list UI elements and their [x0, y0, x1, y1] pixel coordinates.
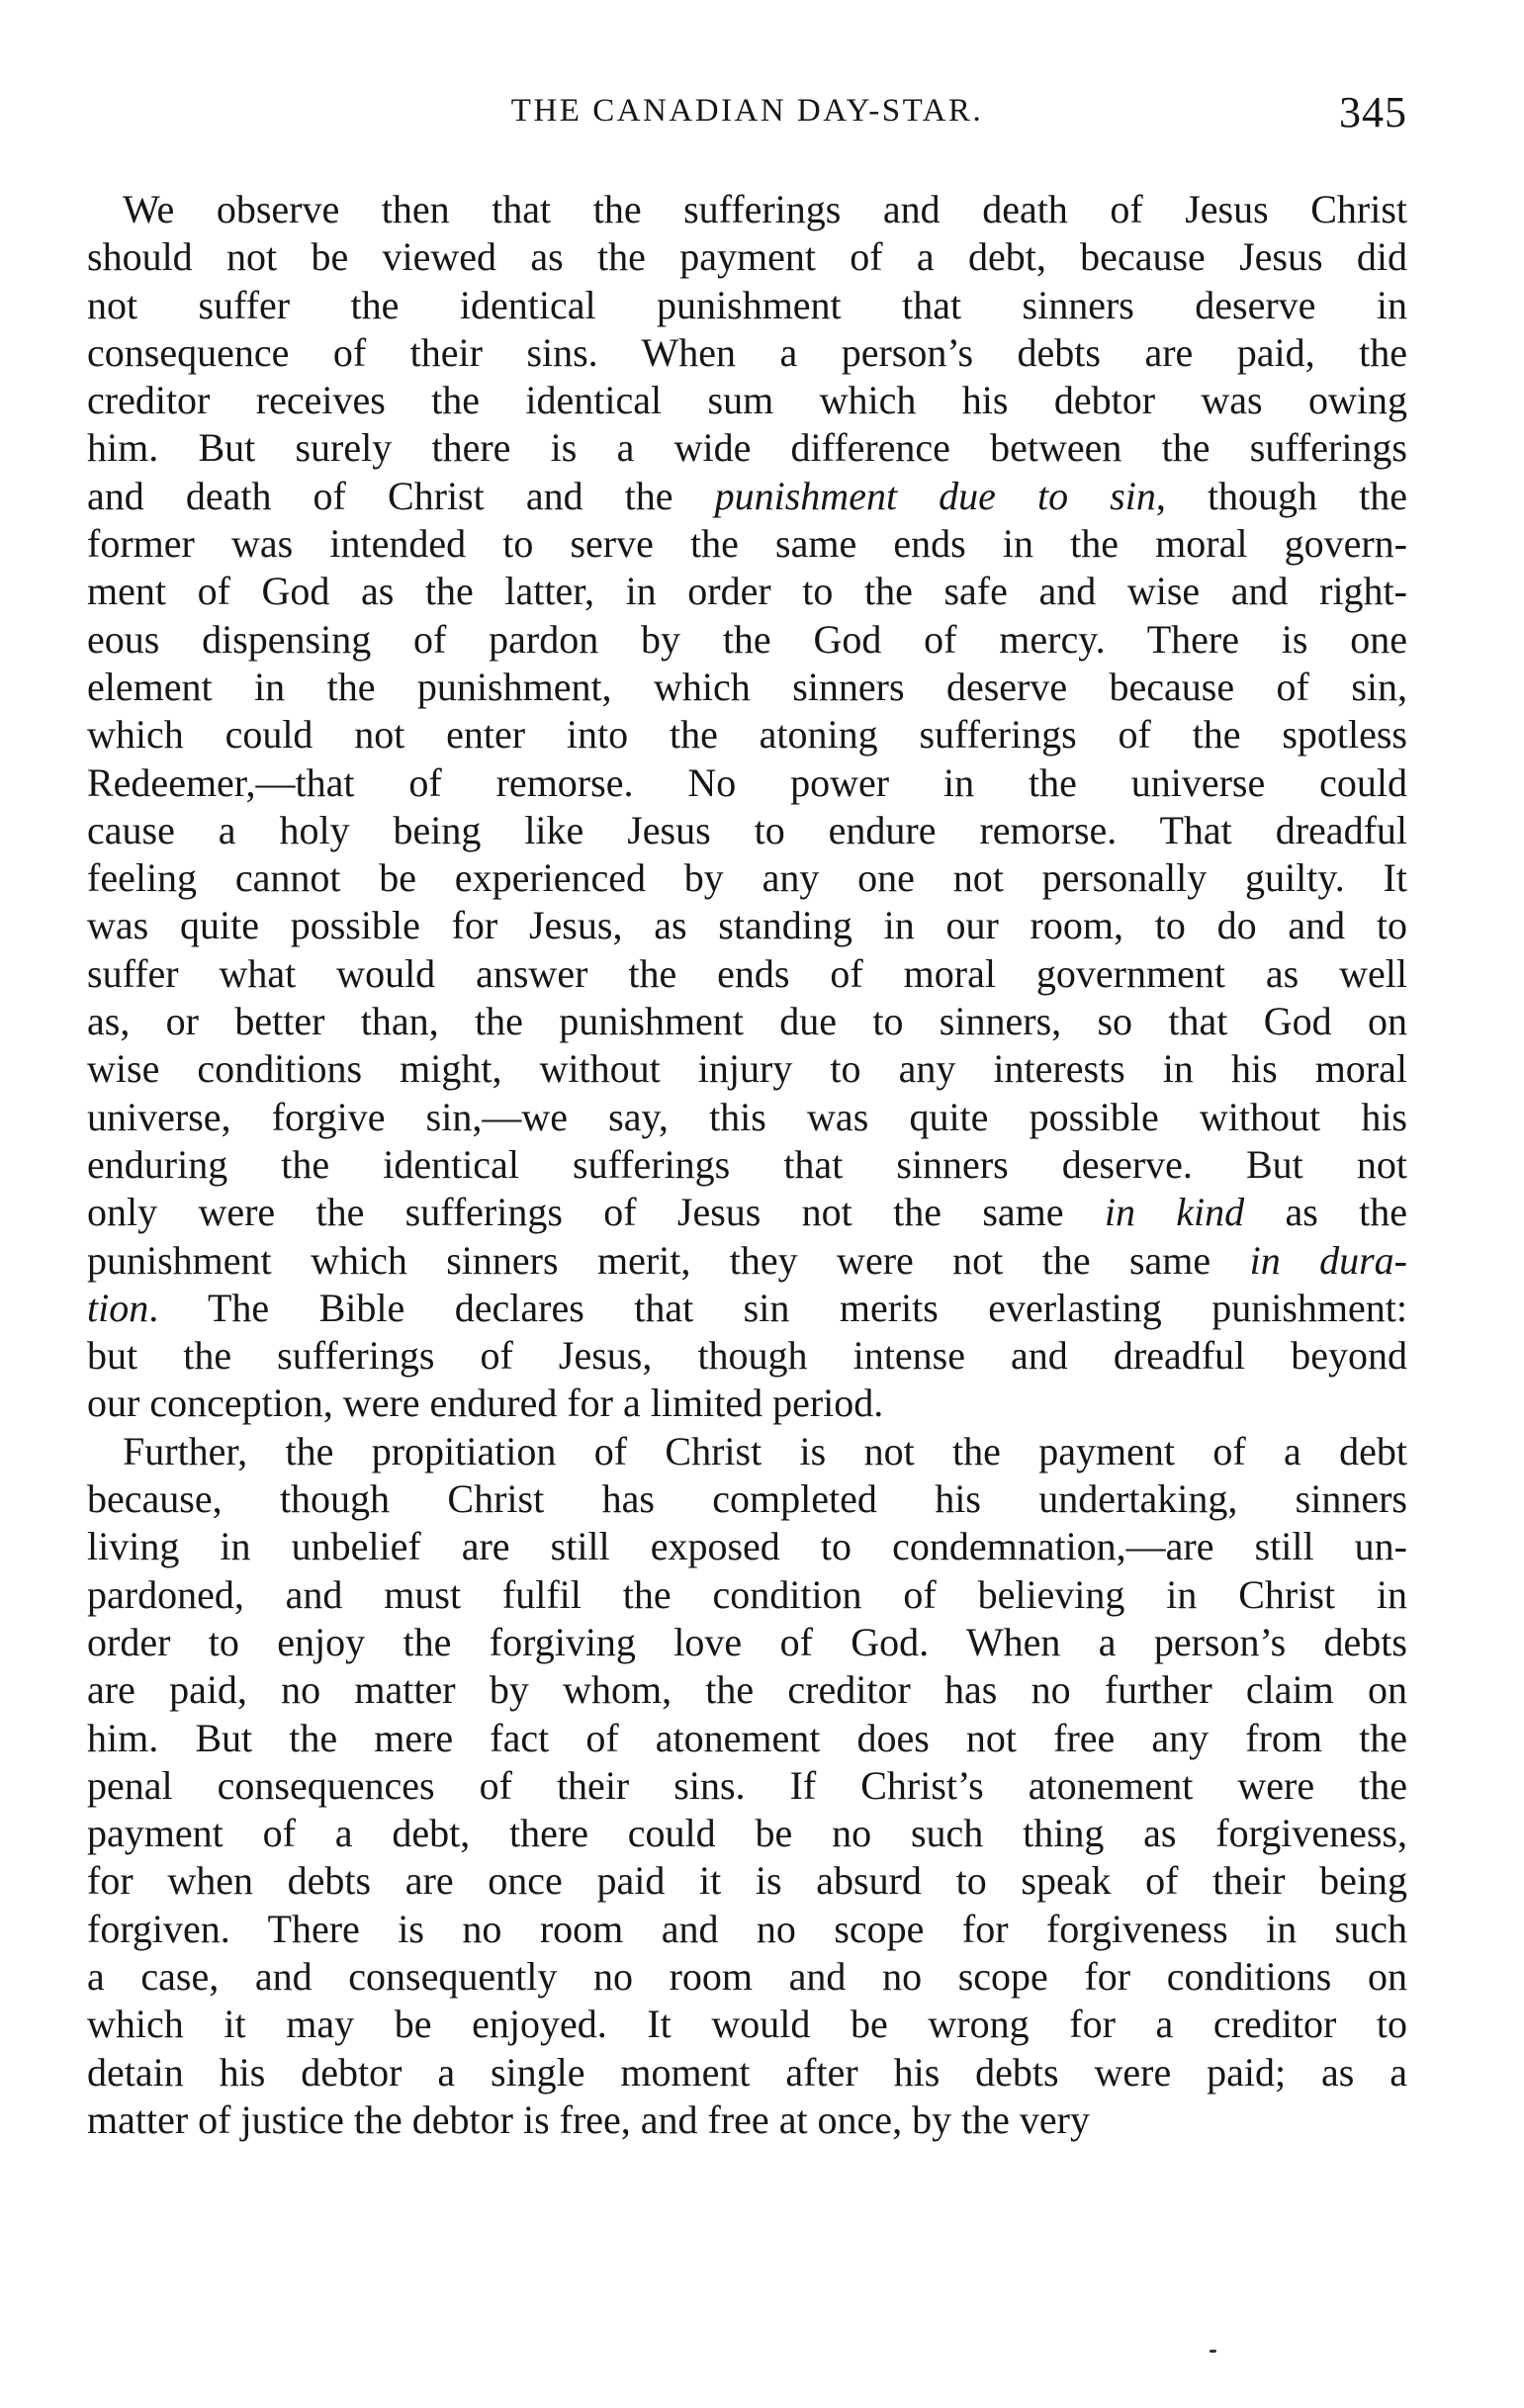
text-run: but the sufferings of Jesus, though intense and dreadful beyond	[87, 1333, 1407, 1379]
running-title: THE CANADIAN DAY-STAR.	[510, 93, 984, 129]
text-line	[87, 1715, 1407, 1762]
text-run: former was intended to serve the same ends in the moral govern-	[87, 521, 1407, 567]
text-line	[87, 902, 1407, 949]
text-run: Further, the propitiation of Christ is not the payment of a debt	[123, 1428, 1407, 1473]
text-run: a case, and consequently no room and no scope for conditions on	[87, 1953, 1407, 1999]
text-line	[87, 568, 1407, 615]
text-run: and death of Christ and the	[87, 473, 715, 518]
text-run: consequence of their sins. When a person’s debts are paid, the	[87, 329, 1407, 375]
italic-text: tion	[87, 1285, 149, 1330]
text-line	[87, 1332, 1407, 1380]
body-text	[87, 186, 1407, 2144]
text-run: detain his debtor a single moment after his debts were paid; as a	[87, 2049, 1407, 2095]
paragraph-1	[87, 186, 1407, 1428]
text-line	[87, 424, 1407, 472]
text-run: payment of a debt, there could be no such thing as forgiveness,	[87, 1811, 1407, 1856]
text-line	[87, 1475, 1407, 1523]
text-run: as, or better than, the punishment due to sinners, so that God on	[87, 999, 1407, 1044]
text-run: feeling cannot be experienced by any one not personally guilty. It	[87, 855, 1407, 901]
text-run: not suffer the identical punishment that sinners deserve in	[87, 282, 1407, 327]
text-line	[87, 377, 1407, 424]
text-line	[87, 711, 1407, 758]
text-run: was quite possible for Jesus, as standing in our room, to do and to	[87, 903, 1407, 948]
page-number: 345	[1339, 88, 1407, 136]
text-run: our conception, were endured for a limited period.	[87, 1381, 884, 1426]
text-run: order to enjoy the forgiving love of God. When a person’s debts	[87, 1619, 1407, 1664]
text-line	[87, 998, 1407, 1045]
text-line	[87, 1094, 1407, 1141]
text-run: because, though Christ has completed his undertaking, sinners	[87, 1476, 1407, 1522]
text-line	[87, 759, 1407, 807]
text-line	[87, 1619, 1407, 1666]
text-run: creditor receives the identical sum which his debtor was owing	[87, 378, 1407, 423]
text-run: forgiven. There is no room and no scope for forgiveness in such	[87, 1906, 1407, 1951]
text-run: which it may be enjoyed. It would be wrong for a creditor to	[87, 2002, 1407, 2047]
text-run: , though the	[1155, 473, 1407, 518]
text-line	[87, 1141, 1407, 1189]
text-run: wise conditions might, without injury to any interests in his moral	[87, 1046, 1407, 1092]
text-run: enduring the identical sufferings that sinners deserve. But not	[87, 1141, 1407, 1187]
italic-text: in dura-	[1249, 1237, 1407, 1283]
text-line	[87, 950, 1407, 998]
text-line	[87, 1953, 1407, 2001]
italic-text: punishment due to sin	[714, 473, 1156, 518]
text-line	[87, 1523, 1407, 1570]
text-line	[87, 233, 1407, 281]
text-run: punishment which sinners merit, they were not the same	[87, 1237, 1250, 1283]
text-line	[87, 664, 1407, 711]
text-run: matter of justice the debtor is free, and free at once, by the very	[87, 2096, 1091, 2142]
text-run: Redeemer,—that of remorse. No power in the universe could	[87, 759, 1407, 805]
text-line	[87, 473, 1407, 520]
text-line	[87, 329, 1407, 377]
running-head	[87, 87, 1407, 146]
text-line	[87, 616, 1407, 664]
text-line	[87, 1857, 1407, 1905]
text-line	[87, 807, 1407, 854]
text-line	[87, 1428, 1407, 1475]
text-run: ment of God as the latter, in order to the safe and wise and right-	[87, 569, 1407, 614]
text-line	[87, 2001, 1407, 2048]
italic-text: in kind	[1104, 1190, 1245, 1235]
text-run: are paid, no matter by whom, the creditor has no further claim on	[87, 1667, 1407, 1713]
text-run: We observe then that the sufferings and death of Jesus Christ	[123, 187, 1407, 231]
text-line	[87, 1906, 1407, 1953]
text-run: pardoned, and must fulfil the condition of believing in Christ in	[87, 1571, 1407, 1617]
paragraph-2	[87, 1428, 1407, 2144]
text-line	[87, 2049, 1407, 2096]
text-run: should not be viewed as the payment of a debt, because Jesus did	[87, 234, 1407, 280]
text-line	[87, 1189, 1407, 1236]
text-run: him. But surely there is a wide difference between the sufferings	[87, 425, 1407, 471]
text-run: penal consequences of their sins. If Christ’s atonement were the	[87, 1762, 1407, 1808]
text-line	[87, 520, 1407, 568]
text-run: element in the punishment, which sinners deserve because of sin,	[87, 664, 1407, 709]
text-line	[87, 1045, 1407, 1093]
text-line	[87, 2096, 1407, 2144]
text-line	[87, 1762, 1407, 1810]
text-run: eous dispensing of pardon by the God of mercy. There is one	[87, 616, 1407, 662]
text-line	[87, 186, 1407, 233]
text-line	[87, 1285, 1407, 1332]
text-run: which could not enter into the atoning sufferings of the spotless	[87, 712, 1407, 758]
text-line	[87, 282, 1407, 329]
text-line	[87, 1237, 1407, 1285]
text-line	[87, 1666, 1407, 1714]
text-line	[87, 1810, 1407, 1857]
text-line	[87, 1571, 1407, 1619]
text-run: him. But the mere fact of atonement does not free any from the	[87, 1715, 1407, 1760]
text-run: universe, forgive sin,—we say, this was quite possible without his	[87, 1094, 1407, 1139]
text-run: only were the sufferings of Jesus not the same	[87, 1190, 1105, 1235]
text-run: . The Bible declares that sin merits everlasting punishment:	[148, 1285, 1407, 1330]
text-run: suffer what would answer the ends of moral government as well	[87, 950, 1407, 996]
text-run: living in unbelief are still exposed to condemnation,—are still un-	[87, 1524, 1407, 1569]
text-run: for when debts are once paid it is absurd to speak of their being	[87, 1858, 1407, 1904]
text-line	[87, 854, 1407, 902]
text-run: as the	[1244, 1190, 1407, 1235]
print-speck	[1210, 2350, 1216, 2353]
text-run: cause a holy being like Jesus to endure remorse. That dreadful	[87, 807, 1407, 852]
text-line	[87, 1380, 1407, 1427]
